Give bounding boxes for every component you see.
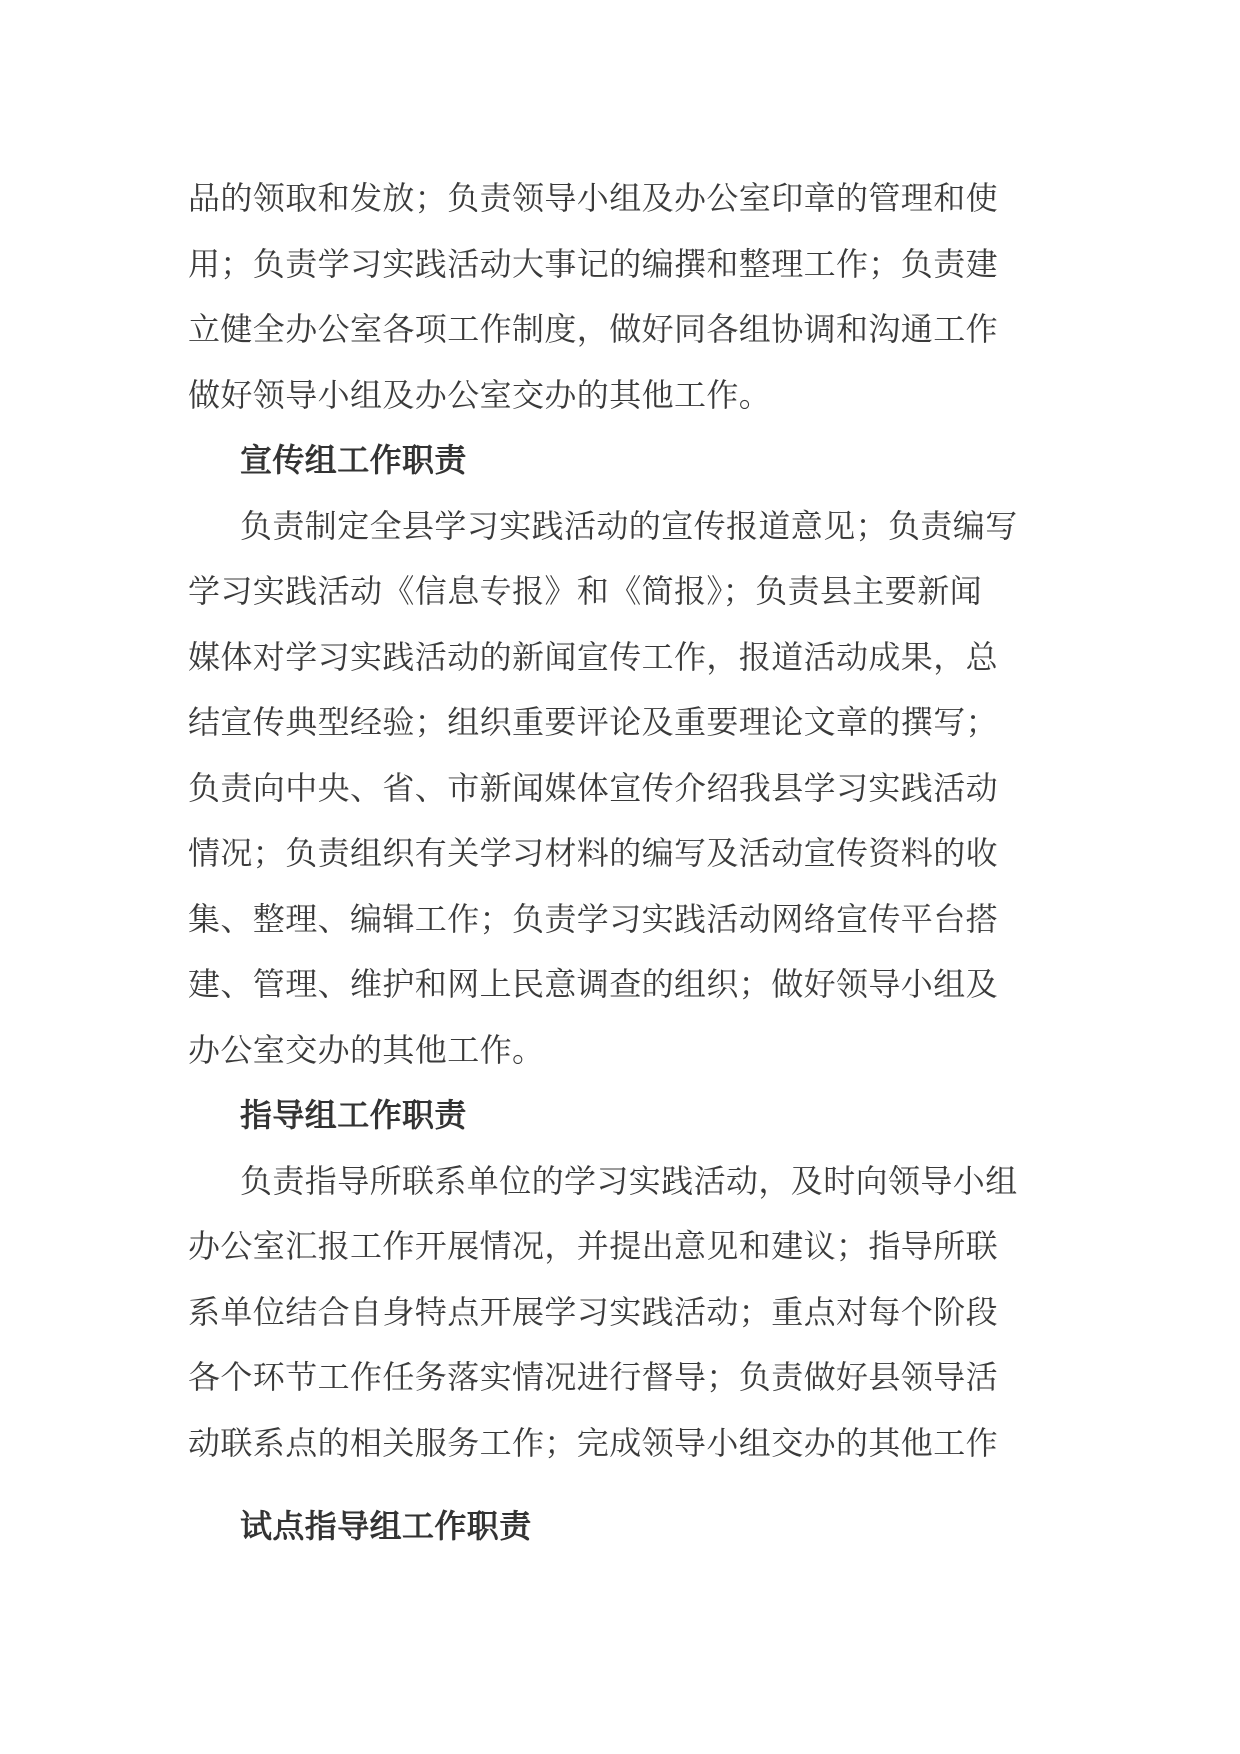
text-line: 各个环节工作任务落实情况进行督导；负责做好县领导活	[188, 1358, 999, 1396]
paragraph-spacer	[188, 1476, 1056, 1494]
text-line: 立健全办公室各项工作制度，做好同各组协调和沟通工作	[188, 310, 999, 348]
text-line: 办公室汇报工作开展情况，并提出意见和建议；指导所联	[188, 1227, 999, 1265]
section-heading-publicity: 宣传组工作职责	[240, 441, 467, 479]
text-line: 情况；负责组织有关学习材料的编写及活动宣传资料的收	[188, 834, 999, 872]
paragraph-guidance-duties	[188, 1149, 1056, 1477]
section-heading-pilot-guidance: 试点指导组工作职责	[240, 1507, 532, 1545]
text-line: 用；负责学习实践活动大事记的编撰和整理工作；负责建	[188, 244, 999, 283]
text-line: 建、管理、维护和网上民意调查的组织；做好领导小组及	[188, 965, 999, 1003]
text-line: 负责制定全县学习实践活动的宣传报道意见；负责编写	[240, 506, 1018, 545]
text-line: 学习实践活动《信息专报》和《简报》；负责县主要新闻	[188, 572, 983, 610]
text-line: 品的领取和发放；负责领导小组及办公室印章的管理和使	[188, 179, 999, 217]
text-line: 负责指导所联系单位的学习实践活动，及时向领导小组	[240, 1161, 1018, 1200]
paragraph-office-duties	[188, 166, 1056, 428]
text-line: 集、整理、编辑工作；负责学习实践活动网络宣传平台搭	[188, 899, 999, 938]
text-line: 做好领导小组及办公室交办的其他工作。	[188, 375, 772, 414]
paragraph-publicity-duties	[188, 494, 1056, 1084]
document-page	[188, 166, 1056, 1560]
text-line: 动联系点的相关服务工作；完成领导小组交办的其他工作	[188, 1423, 999, 1462]
text-line: 媒体对学习实践活动的新闻宣传工作，报道活动成果，总	[188, 637, 999, 676]
text-line: 系单位结合自身特点开展学习实践活动；重点对每个阶段	[188, 1292, 999, 1331]
text-line: 结宣传典型经验；组织重要评论及重要理论文章的撰写；	[188, 703, 999, 741]
section-heading-guidance: 指导组工作职责	[240, 1096, 467, 1134]
text-line: 办公室交办的其他工作。	[188, 1030, 545, 1069]
text-line: 负责向中央、省、市新闻媒体宣传介绍我县学习实践活动	[188, 768, 999, 807]
